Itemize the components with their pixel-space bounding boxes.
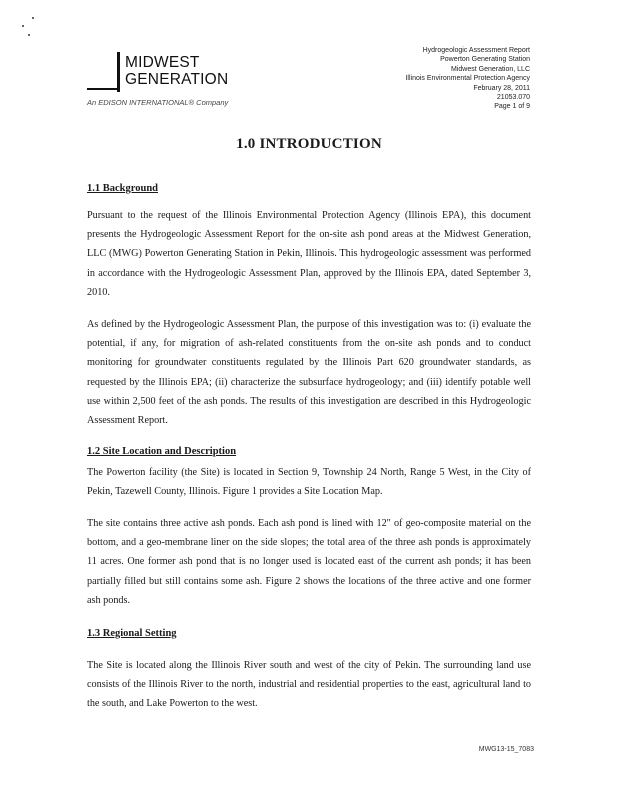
page-title: 1.0 INTRODUCTION <box>236 136 382 152</box>
scan-speck <box>22 25 24 27</box>
paragraph-background-2: As defined by the Hydrogeologic Assessment Plan, the purpose of this investigation was to: (i) evaluate the potential, if any, for migration of ash-related constituents from the on-site ash ponds and to conduct monitoring for groundwater constituents regulated by the Illinois Part 620 groundwater standards, as requested by the Illinois EPA; (ii) characterize the subsurface hydrogeology; and (iii) identify potable well use within 2,500 feet of the ash ponds. The results of this investigation are described in this Hydrogeologic Assessment Report. <box>87 319 531 427</box>
header-line: 21053.070 <box>496 94 530 102</box>
scan-speck <box>28 34 30 36</box>
paragraph-site-1: The Powerton facility (the Site) is located in Section 9, Township 24 North, Range 5 West, in the City of Pekin, Tazewell County, Illinois. Figure 1 provides a Site Location Map. <box>87 467 531 498</box>
bates-number: MWG13-15_7083 <box>478 746 534 753</box>
header-line: Page 1 of 9 <box>494 103 530 111</box>
section-heading-regional: 1.3 Regional Setting <box>87 628 177 639</box>
document-header-info <box>405 46 530 112</box>
logo-tagline: An EDISON INTERNATIONAL® Company <box>87 98 229 107</box>
header-line: Midwest Generation, LLC <box>451 65 530 73</box>
logo-name-line2: GENERATION <box>125 71 229 88</box>
header-line: Hydrogeologic Assessment Report <box>422 47 530 54</box>
logo-wordmark <box>125 54 228 88</box>
paragraph-site-2: The site contains three active ash ponds. Each ash pond is lined with 12" of geo-composite material on the bottom, and a geo-membrane liner on the side slopes; the total area of the three ash ponds is approximately 11 acres. One former ash pond that is no longer used is located east of the current ash ponds; it has been partially filled but still contains some ash. Figure 2 shows the locations of the three active and one former ash ponds. <box>87 518 531 606</box>
section-heading-site: 1.2 Site Location and Description <box>87 446 237 457</box>
scan-speck <box>32 17 34 19</box>
logo-name-line1: MIDWEST <box>125 54 200 71</box>
paragraph-regional-1: The Site is located along the Illinois River south and west of the city of Pekin. The surrounding land use consists of the Illinois River to the north, industrial and residential properties to the east, agricultural land to the south, and Lake Powerton to the west. <box>87 660 531 710</box>
logo-mark-horizontal <box>87 88 120 90</box>
paragraph-background-1: Pursuant to the request of the Illinois Environmental Protection Agency (Illinois EPA), this document presents the Hydrogeologic Assessment Report for the on-site ash pond areas at the Midwest Generation, LLC (MWG) Powerton Generating Station in Pekin, Illinois. This hydrogeologic assessment was performed in accordance with the Hydrogeologic Assessment Plan, approved by the Illinois EPA, dated September 3, 2010. <box>87 210 531 298</box>
section-heading-background: 1.1 Background <box>87 183 158 194</box>
header-line: Illinois Environmental Protection Agency <box>405 75 530 83</box>
header-line: Powerton Generating Station <box>440 56 530 64</box>
logo-mark-vertical <box>117 52 120 92</box>
header-line: February 28, 2011 <box>473 84 530 92</box>
